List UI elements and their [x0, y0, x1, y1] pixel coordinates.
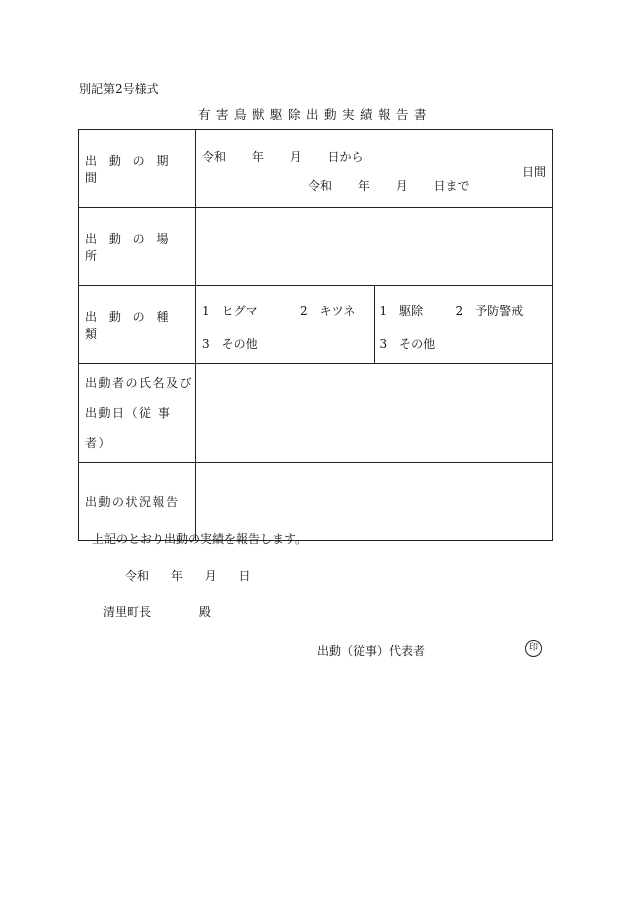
- period-label: 出 動 の 期 間: [79, 130, 196, 208]
- animal-option-2: 2 キツネ: [300, 304, 356, 318]
- period-row: [79, 130, 553, 208]
- addressee-name: 清里町長: [103, 605, 152, 619]
- date-reiwa: 令和: [125, 569, 150, 583]
- action-type-field[interactable]: [374, 286, 553, 364]
- worker-row: [79, 364, 553, 463]
- form-number: 別記第2号様式: [79, 82, 159, 96]
- period-end: [308, 177, 470, 194]
- report-table: [78, 129, 553, 541]
- period-start-year: 年: [251, 150, 264, 164]
- worker-label-line2: 出動日（従 事 者）: [85, 406, 172, 450]
- action-option-3: 3 その他: [379, 337, 436, 351]
- period-end-reiwa: 令和: [308, 179, 333, 193]
- date-year: 年: [170, 569, 183, 583]
- animal-option-1: 1 ヒグマ: [202, 304, 258, 318]
- period-start: [202, 148, 364, 165]
- status-field[interactable]: [196, 463, 553, 541]
- report-date: [125, 567, 251, 584]
- report-statement: 上記のとおり出動の実績を報告します。: [92, 532, 308, 546]
- period-start-day: 日から: [327, 150, 364, 164]
- period-days: 日間: [521, 165, 546, 179]
- place-field[interactable]: [196, 208, 553, 286]
- status-label: 出動の状況報告: [79, 463, 196, 541]
- period-start-reiwa: 令和: [202, 150, 227, 164]
- document-title: 有害鳥獣駆除出動実績報告書: [197, 107, 432, 122]
- date-month: 月: [204, 569, 217, 583]
- type-row: [79, 286, 553, 364]
- animal-type-field[interactable]: [196, 286, 375, 364]
- period-end-year: 年: [357, 179, 370, 193]
- place-label: 出 動 の 場 所: [79, 208, 196, 286]
- type-label: 出 動 の 種 類: [79, 286, 196, 364]
- place-row: [79, 208, 553, 286]
- period-field[interactable]: [196, 130, 553, 208]
- period-end-month: 月: [395, 179, 408, 193]
- date-day: 日: [238, 569, 251, 583]
- seal-mark: 印: [525, 640, 542, 657]
- addressee: [103, 603, 211, 620]
- animal-option-3: 3 その他: [202, 337, 258, 351]
- period-end-day: 日まで: [433, 179, 470, 193]
- status-row: [79, 463, 553, 541]
- representative-label: 出動（従事）代表者: [317, 644, 426, 658]
- period-start-month: 月: [289, 150, 302, 164]
- worker-label-line1: 出動者の氏名及び: [85, 376, 194, 390]
- worker-label: [79, 364, 196, 463]
- action-option-2: 2 予防警戒: [455, 304, 524, 318]
- worker-field[interactable]: [196, 364, 553, 463]
- addressee-honorific: 殿: [198, 605, 211, 619]
- action-option-1: 1 駆除: [379, 304, 424, 318]
